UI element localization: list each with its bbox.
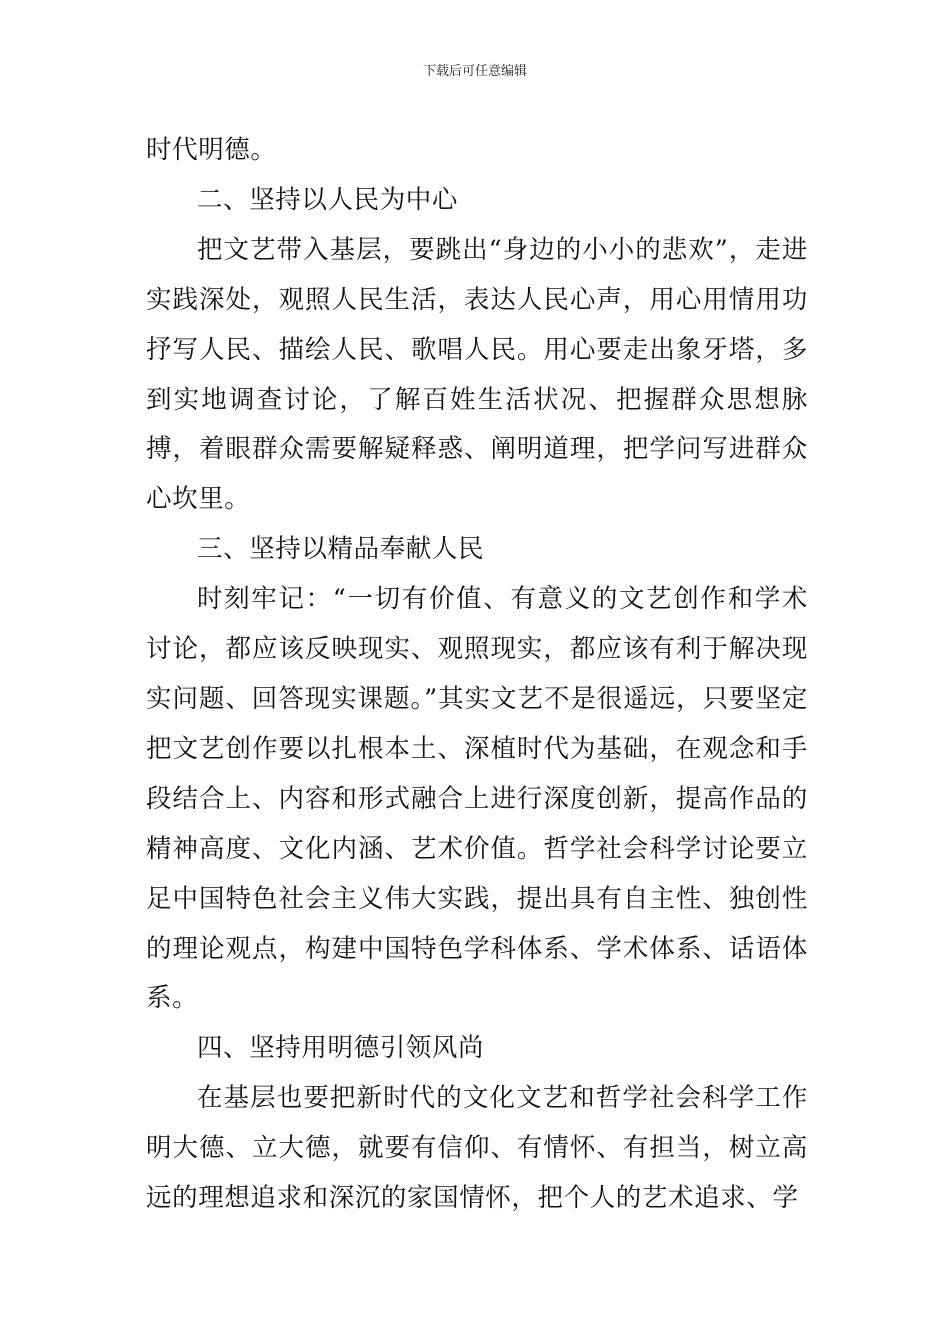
paragraph-continuation: 时代明德。 (146, 135, 277, 165)
paragraph-section-2: 把文艺带入基层，要跳出“身边的小小的悲欢”，走进实践深处，观照人民生活，表达人民心声，用心用情用功抒写人民、描绘人民、歌唱人民。用心要走出象牙塔，多到实地调查讨论，了解百姓生活状况、把握群众思想脉搏，着眼群众需要解疑释惑、阐明道理，把学问写进群众心坎里。 (146, 234, 808, 515)
page-header: 下载后可任意编辑 (422, 64, 527, 79)
document-body (146, 126, 808, 1224)
section-heading-3: 三、坚持以精品奉献人民 (197, 534, 485, 565)
section-heading-4: 四、坚持用明德引领风尚 (197, 1033, 485, 1064)
paragraph-section-3: 时刻牢记：“一切有价值、有意义的文艺创作和学术讨论，都应该反映现实、观照现实，都应该有利于解决现实问题、回答现实课题。”其实文艺不是很遥远，只要坚定把文艺创作要以扎根本土、深植时代为基础，在观念和手段结合上、内容和形式融合上进行深度创新，提高作品的精神高度、文化内涵、艺术价值。哲学社会科学讨论要立足中国特色社会主义伟大实践，提出具有自主性、独创性的理论观点，构建中国特色学科体系、学术体系、话语体系。 (146, 584, 808, 1014)
paragraph-section-4: 在基层也要把新时代的文化文艺和哲学社会科学工作明大德、立大德，就要有信仰、有情怀、有担当，树立高远的理想追求和深沉的家国情怀，把个人的艺术追求、学 (146, 1083, 808, 1214)
section-heading-2: 二、坚持以人民为中心 (197, 184, 459, 215)
